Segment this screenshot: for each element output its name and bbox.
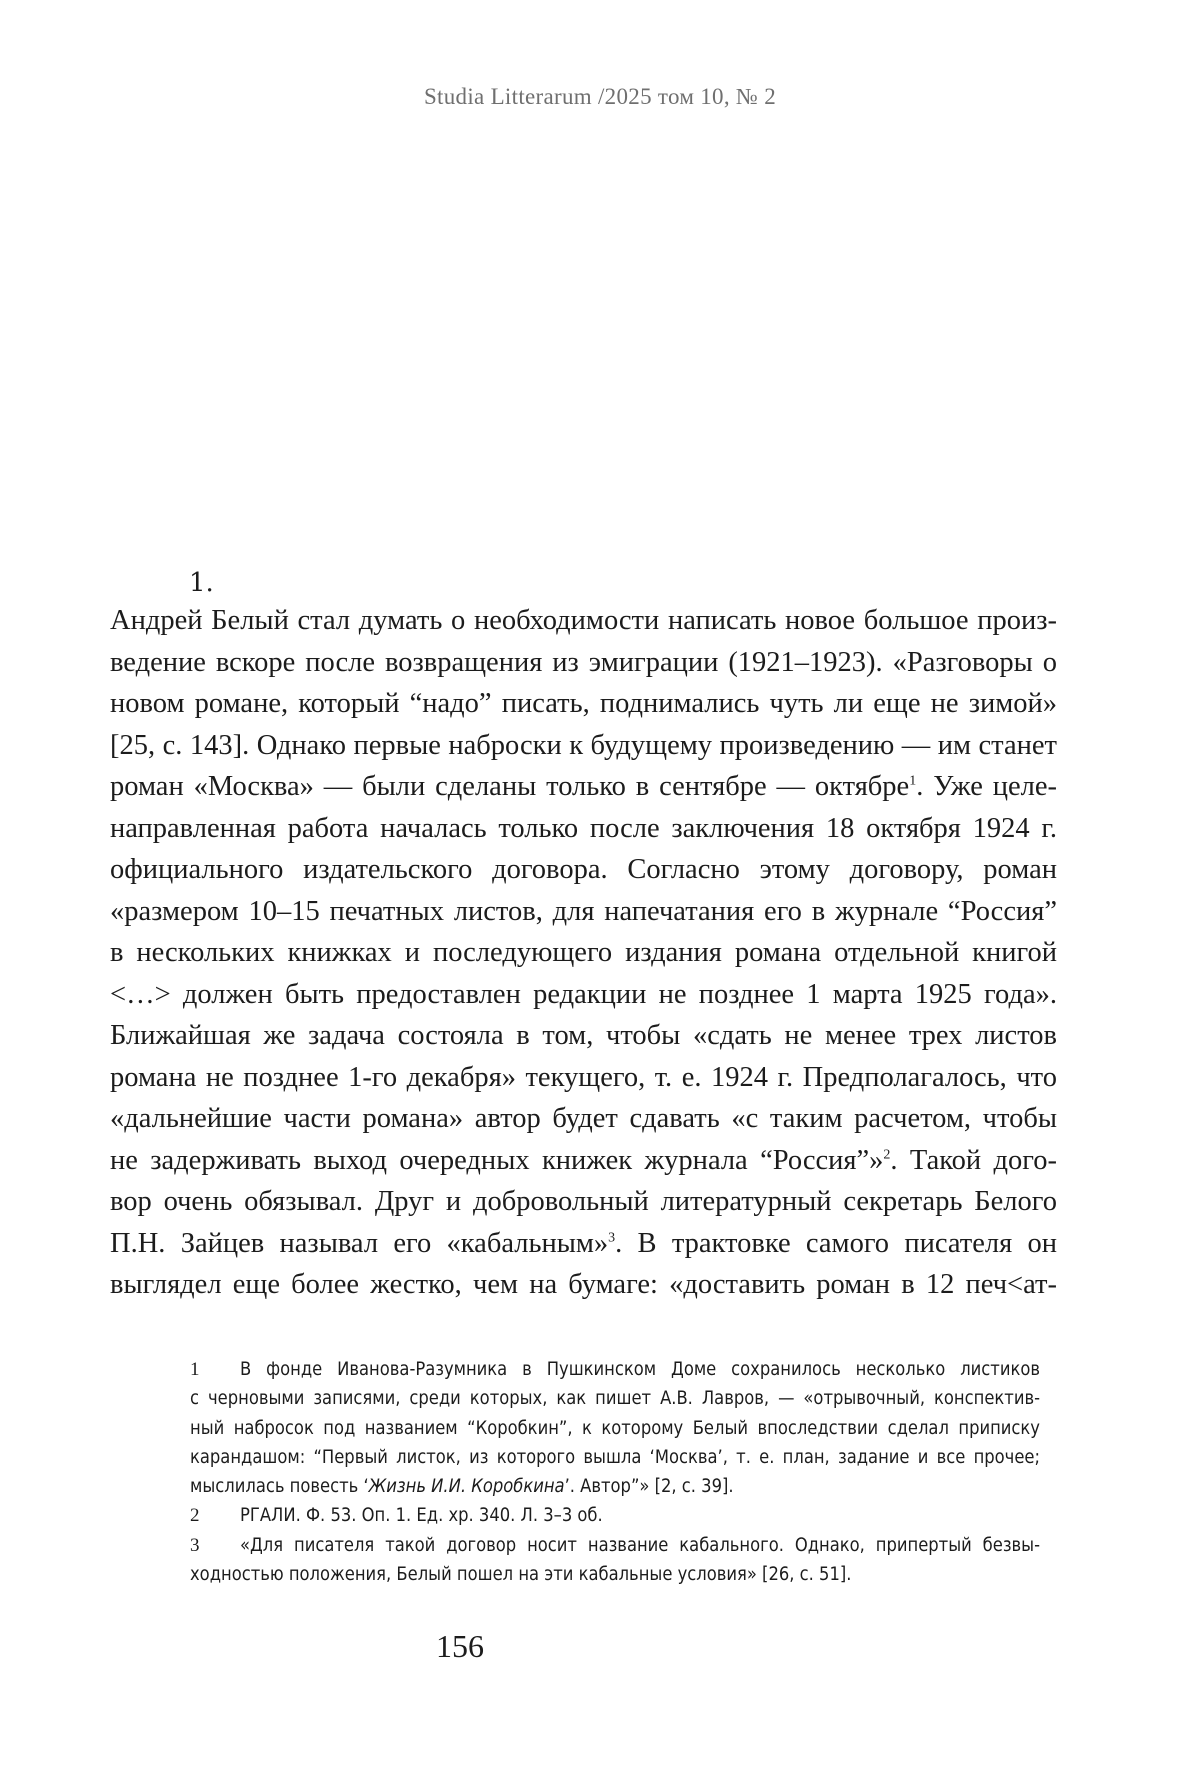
running-head: Studia Litterarum /2025 том 10, № 2	[423, 84, 777, 109]
body-line-tail: . Уже целе-	[916, 771, 1057, 802]
body-line	[110, 1140, 1057, 1182]
body-line: выглядел еще более жестко, чем на бумаге: «доставить роман в 12 печ<ат-	[110, 1269, 1057, 1300]
footnote-2-line	[190, 1501, 1040, 1530]
footnote-1-line: с черновыми записями, среди которых, как пишет А.В. Лавров, — «отрывочный, конспектив-	[190, 1388, 1040, 1410]
footnote-ref-2[interactable]: 2	[883, 1147, 891, 1162]
footnote-text: РГАЛИ. Ф. 53. Оп. 1. Ед. хр. 340. Л. 3–3 об.	[240, 1505, 603, 1527]
body-line: Андрей Белый стал думать о необходимости написать новое большое произ-	[110, 605, 1057, 636]
body-line-text: роман «Москва» — были сделаны только в сентябре — октябре	[110, 771, 910, 802]
body-line-tail: . В трактовке самого писателя он	[615, 1227, 1057, 1259]
page-number: 156	[436, 1628, 484, 1664]
footnote-number: 2	[190, 1505, 200, 1527]
body-line: официального издательского договора. Согласно этому договору, роман	[110, 854, 1057, 885]
footnote-text: мыслилась повесть ‘	[190, 1476, 369, 1498]
body-line: ведение вскоре после возвращения из эмиграции (1921–1923). «Разговоры о	[110, 646, 1057, 678]
body-line-text: П.Н. Зайцев называл его «кабальным»	[110, 1227, 609, 1259]
footnote-1-line: карандашом: “Первый листок, из которого вышла ‘Москва’, т. е. план, задание и все прочее;	[190, 1446, 1040, 1468]
body-line: «размером 10–15 печатных листов, для напечатания его в журнале “Россия”	[110, 895, 1057, 927]
body-line-tail: . Такой дого-	[890, 1144, 1057, 1176]
footnote-ref-1[interactable]: 1	[909, 773, 917, 789]
footnotes	[190, 1355, 1040, 1589]
body-text	[110, 600, 1057, 1306]
body-line-text: не задерживать выход очередных книжек журнала “Россия”»	[110, 1144, 884, 1176]
footnote-1-line	[190, 1355, 1040, 1384]
footnote-text: ’. Автор”» [2, с. 39].	[564, 1476, 734, 1498]
section-number: 1.	[189, 568, 214, 598]
body-line: [25, с. 143]. Однако первые наброски к будущему произведению — им станет	[110, 729, 1057, 761]
footnote-italic-title: Жизнь И.И. Коробкина	[368, 1476, 565, 1498]
body-line: Ближайшая же задача состояла в том, чтобы «сдать не менее трех листов	[110, 1020, 1057, 1051]
body-line	[110, 766, 1057, 808]
footnote-number: 3	[190, 1534, 200, 1556]
footnote-text: «Для писателя такой договор носит название кабального. Однако, припертый безвы-	[240, 1534, 1040, 1556]
footnote-1-line: ный набросок под названием “Коробкин”, к которому Белый впоследствии сделал приписку	[190, 1417, 1040, 1439]
body-line	[110, 1223, 1057, 1265]
footnote-3-line: ходностью положения, Белый пошел на эти кабальные условия» [26, с. 51].	[190, 1564, 852, 1586]
body-line: направленная работа началась только после заключения 18 октября 1924 г.	[110, 812, 1057, 844]
body-line: «дальнейшие части романа» автор будет сдавать «с таким расчетом, чтобы	[110, 1103, 1057, 1134]
body-line: романа не позднее 1-го декабря» текущего, т. е. 1924 г. Предполагалось, что	[110, 1061, 1057, 1093]
body-line: вор очень обязывал. Друг и добровольный литературный секретарь Белого	[110, 1186, 1057, 1217]
footnote-3-line	[190, 1531, 1040, 1560]
footnote-1-line	[190, 1472, 1040, 1501]
body-line: <…> должен быть предоставлен редакции не позднее 1 марта 1925 года».	[110, 978, 1057, 1010]
footnote-ref-3[interactable]: 3	[608, 1230, 616, 1245]
body-line: в нескольких книжках и последующего издания романа отдельной книгой	[110, 937, 1057, 968]
body-line: новом романе, который “надо” писать, поднимались чуть ли еще не зимой»	[110, 688, 1057, 719]
footnote-number: 1	[190, 1359, 200, 1380]
footnote-text: В фонде Иванова-Разумника в Пушкинском Доме сохранилось несколько листиков	[240, 1359, 1040, 1380]
